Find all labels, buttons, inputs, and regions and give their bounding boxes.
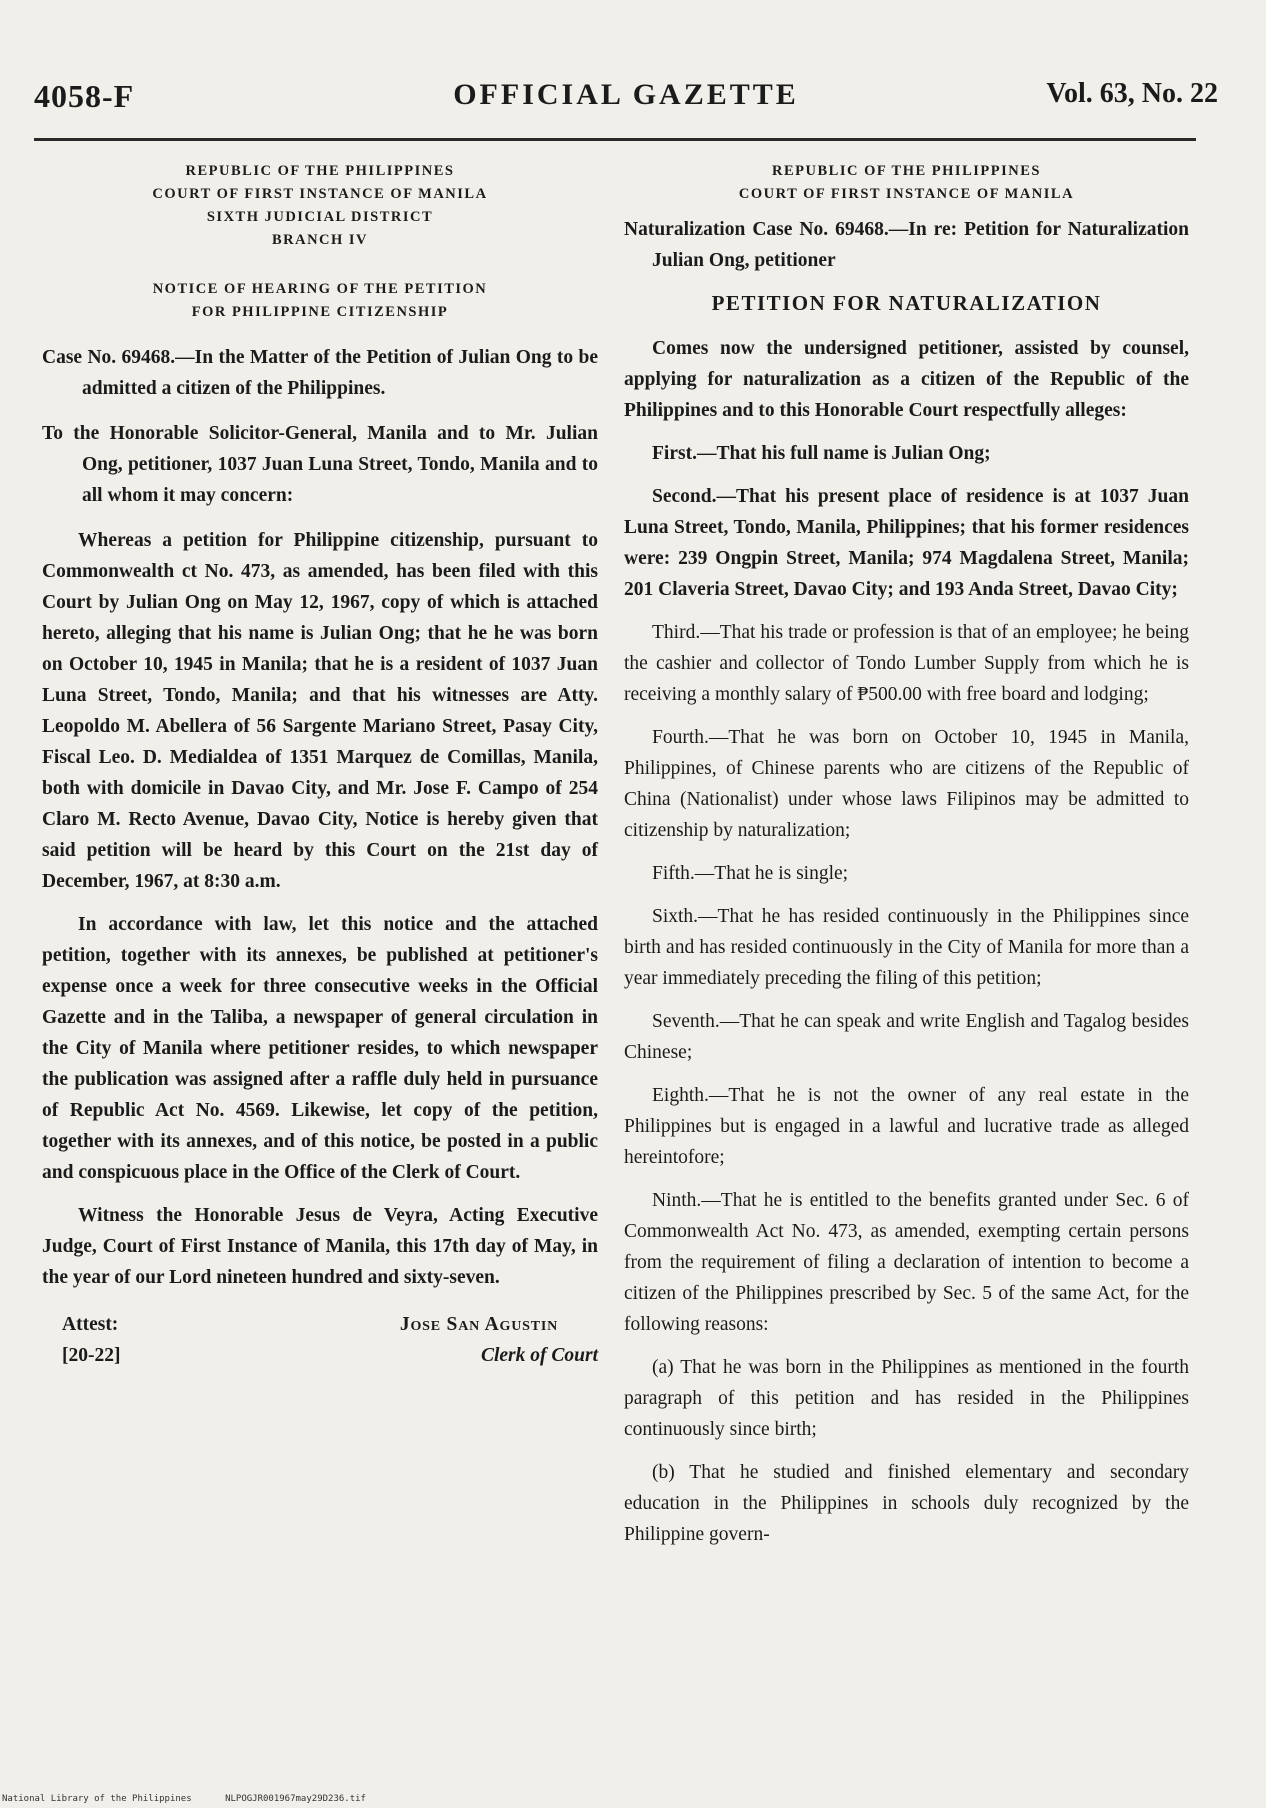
- library-credit: National Library of the Philippines: [2, 1794, 192, 1804]
- reason-a: (a) That he was born in the Philippines as mentioned in the fourth paragraph of this petition and has resided in the Philippines continuously since birth;: [624, 1357, 1189, 1440]
- allegation-first: First.—That his full name is Julian Ong;: [652, 443, 991, 464]
- allegation-seventh: Seventh.—That he can speak and write English and Tagalog besides Chinese;: [624, 1011, 1189, 1063]
- reason-b: (b) That he studied and finished elementary and secondary education in the Philippines in schools duly recognized by the Philippine govern-: [624, 1462, 1189, 1545]
- allegation-eighth: Eighth.—That he is not the owner of any real estate in the Philippines but is engaged in a lawful and lucrative trade as alleged hereintofore;: [624, 1085, 1189, 1168]
- volume-number: Vol. 63, No. 22: [1046, 78, 1218, 109]
- right-column: [624, 160, 1189, 1562]
- allegation-third: Third.—That his trade or profession is that of an employee; he being the cashier and collector of Tondo Lumber Supply from which he is receiving a monthly salary of ₱500.00 with free board and lodging;: [624, 622, 1189, 705]
- signatory-name: Jose San Agustin: [399, 1314, 558, 1335]
- section-title: PETITION FOR NATURALIZATION: [711, 291, 1102, 315]
- notice-paragraph-1: Whereas a petition for Philippine citizenship, pursuant to Commonwealth ct No. 473, as amended, has been filed with this Court by Julian Ong on May 12, 1967, copy of which is attached hereto, alleging that his name is Julian Ong; that he he was born on October 10, 1945 in Manila; that he is a resident of 1037 Juan Luna Street, Tondo, Manila; and that his witnesses are Atty. Leopoldo M. Abellera of 56 Sargente Mariano Street, Pasay City, Fiscal Leo. D. Medialdea of 1351 Marquez de Comillas, Manila, both with domicile in Davao City, and Mr. Jose F. Campo of 254 Claro M. Recto Avenue, Davao City, Notice is hereby given that said petition will be heard by this Court on the 21st day of December, 1967, at 8:30 a.m.: [42, 530, 598, 892]
- heading-line: COURT OF FIRST INSTANCE OF MANILA: [152, 186, 488, 202]
- notice-paragraph-3: Witness the Honorable Jesus de Veyra, Acting Executive Judge, Court of First Instance of Manila, this 17th day of May, in the year of our Lord nineteen hundred and sixty-seven.: [42, 1205, 598, 1288]
- heading-line: SIXTH JUDICIAL DISTRICT: [206, 209, 434, 225]
- publication-title: OFFICIAL GAZETTE: [453, 78, 799, 111]
- allegation-second: Second.—That his present place of residence is at 1037 Juan Luna Street, Tondo, Manila, Philippines; that his former residences were: 239 Ongpin Street, Manila; 974 Magdalena Street, Manila; 201 Claveria Street, Davao City; and 193 Anda Street, Davao City;: [624, 486, 1189, 600]
- heading-line: REPUBLIC OF THE PHILIPPINES: [772, 163, 1041, 179]
- page-header: [34, 72, 1218, 124]
- scan-footer: [2, 1794, 394, 1804]
- header-rule: [34, 138, 1196, 141]
- attestation-block: [42, 1309, 598, 1379]
- heading-line: REPUBLIC OF THE PHILIPPINES: [185, 163, 455, 179]
- left-column: [42, 160, 598, 1379]
- court-heading-right: [624, 160, 1189, 206]
- attest-label: Attest:: [62, 1314, 119, 1335]
- petition-intro: Comes now the undersigned petitioner, assisted by counsel, applying for naturalization as a citizen of the Republic of the Philippines and to this Honorable Court respectfully alleges:: [624, 338, 1189, 421]
- heading-line: COURT OF FIRST INSTANCE OF MANILA: [738, 186, 1075, 202]
- court-heading: [42, 160, 598, 252]
- notice-paragraph-2: In accordance with law, let this notice and the attached petition, together with its annexes, be published at petitioner's expense once a week for three consecutive weeks in the Official Gazette and in the Taliba, a newspaper of general circulation in the City of Manila where petitioner resides, to which newspaper the publication was assigned after a raffle duly held in pursuance of Republic Act No. 4569. Likewise, let copy of the petition, together with its annexes, and of this notice, be posted in a public and conspicuous place in the Office of the Clerk of Court.: [42, 914, 598, 1183]
- issue-reference: [20-22]: [62, 1345, 121, 1366]
- notice-heading: [42, 278, 598, 324]
- allegation-sixth: Sixth.—That he has resided continuously in the Philippines since birth and has resided continuously in the City of Manila for more than a year immediately preceding the filing of this petition;: [624, 906, 1189, 989]
- allegation-fifth: Fifth.—That he is single;: [652, 863, 849, 884]
- signatory-title: Clerk of Court: [480, 1345, 598, 1366]
- allegation-ninth: Ninth.—That he is entitled to the benefits granted under Sec. 6 of Commonwealth Act No. 473, as amended, exempting certain persons from the requirement of filing a declaration of intention to become a citizen of the Philippines prescribed by Sec. 5 of the same Act, for the following reasons:: [624, 1190, 1189, 1335]
- case-caption: Case No. 69468.—In the Matter of the Petition of Julian Ong to be admitted a citizen of the Philippines.: [42, 347, 598, 399]
- heading-line: NOTICE OF HEARING OF THE PETITION: [152, 281, 488, 297]
- heading-line: BRANCH IV: [271, 232, 369, 248]
- file-identifier: NLPOGJR001967may29D236.tif: [225, 1794, 366, 1804]
- addressees: To the Honorable Solicitor-General, Manila and to Mr. Julian Ong, petitioner, 1037 Juan Luna Street, Tondo, Manila and to all whom it may concern:: [42, 423, 598, 506]
- allegation-fourth: Fourth.—That he was born on October 10, 1945 in Manila, Philippines, of Chinese parents who are citizens of the Republic of China (Nationalist) under whose laws Filipinos may be admitted to citizenship by naturalization;: [624, 727, 1189, 841]
- heading-line: FOR PHILIPPINE CITIZENSHIP: [191, 304, 449, 320]
- naturalization-case-line: Naturalization Case No. 69468.—In re: Petition for Naturalization Julian Ong, petitioner: [624, 219, 1189, 271]
- page-number: 4058-F: [34, 78, 135, 114]
